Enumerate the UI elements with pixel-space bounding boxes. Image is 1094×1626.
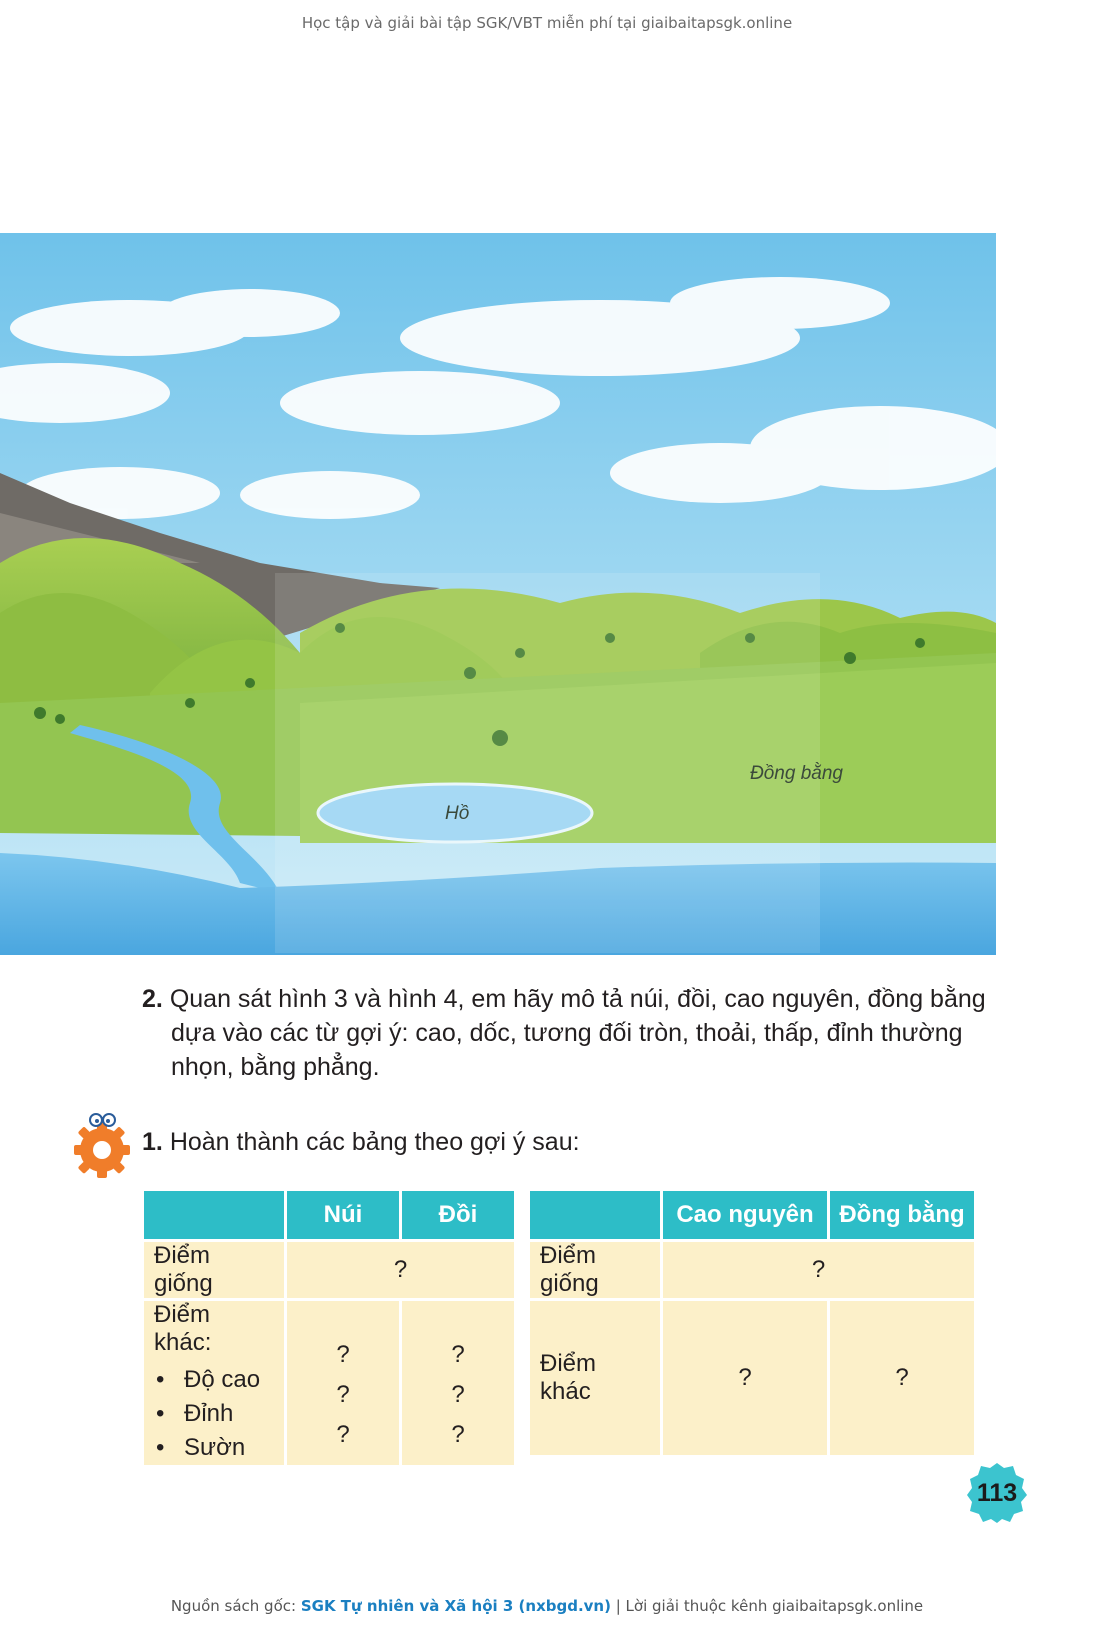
- footer-source-link[interactable]: SGK Tự nhiên và Xã hội 3 (nxbgd.vn): [300, 1597, 611, 1615]
- top-note: Học tập và giải bài tập SGK/VBT miễn phí tại giaibaitapsgk.online: [301, 14, 793, 32]
- table1-header-empty: [144, 1191, 284, 1239]
- table2-header-plain: Đồng bằng: [830, 1191, 974, 1239]
- table2-similar-value: ?: [663, 1242, 974, 1298]
- table1-hill-height: ?: [451, 1341, 465, 1368]
- table1-diff-item-peak: • Đỉnh: [154, 1397, 274, 1431]
- task-1-text: Hoàn thành các bảng theo gợi ý sau:: [169, 1128, 580, 1156]
- table-plateau-plain: [527, 1188, 977, 1458]
- table1-similar-label: Điểm giống: [144, 1242, 284, 1298]
- task-1-number: 1.: [142, 1128, 163, 1156]
- table2-plain-diff: ?: [830, 1301, 974, 1455]
- exercise-2-number: 2.: [142, 985, 163, 1013]
- footer-suffix: | Lời giải thuộc kênh giaibaitapsgk.online: [610, 1597, 924, 1615]
- gear-character-icon: [68, 1112, 136, 1180]
- table1-header-hill: Đồi: [402, 1191, 514, 1239]
- table1-mountain-diff: [287, 1301, 399, 1465]
- table2-header-empty: [530, 1191, 660, 1239]
- exercise-2-line-3: nhọn, bằng phẳng.: [171, 1053, 380, 1081]
- footer: [0, 1597, 1094, 1615]
- table1-mountain-peak: ?: [336, 1381, 350, 1408]
- table1-header-mountain: Núi: [287, 1191, 399, 1239]
- table2-header-plateau: Cao nguyên: [663, 1191, 827, 1239]
- exercise-2: [142, 982, 996, 1084]
- lake-label: Hồ: [445, 803, 470, 824]
- task-1: [142, 1128, 580, 1157]
- landscape-illustration: [0, 233, 996, 955]
- table1-hill-peak: ?: [451, 1381, 465, 1408]
- table-mountain-hill: [141, 1188, 517, 1468]
- table1-diff-cell: [144, 1301, 284, 1465]
- table1-mountain-slope: ?: [336, 1421, 350, 1448]
- table2-similar-label: Điểm giống: [530, 1242, 660, 1298]
- table1-diff-label: Điểm khác:: [154, 1301, 212, 1356]
- table1-similar-value: ?: [287, 1242, 514, 1298]
- footer-prefix: Nguồn sách gốc:: [170, 1597, 301, 1615]
- table1-hill-slope: ?: [451, 1421, 465, 1448]
- plain-label: Đồng bằng: [750, 763, 843, 784]
- table2-diff-label: Điểm khác: [530, 1301, 660, 1455]
- table1-hill-diff: [402, 1301, 514, 1465]
- table1-diff-item-height: • Độ cao: [154, 1363, 274, 1397]
- table1-diff-item-slope: • Sườn: [154, 1431, 274, 1465]
- table1-mountain-height: ?: [336, 1341, 350, 1368]
- exercise-2-line-1: Quan sát hình 3 và hình 4, em hãy mô tả núi, đồi, cao nguyên, đồng bằng: [169, 985, 986, 1013]
- page-number: 113: [976, 1479, 1018, 1507]
- table2-plateau-diff: ?: [663, 1301, 827, 1455]
- exercise-2-line-2: dựa vào các từ gợi ý: cao, dốc, tương đối tròn, thoải, thấp, đỉnh thường: [171, 1019, 963, 1047]
